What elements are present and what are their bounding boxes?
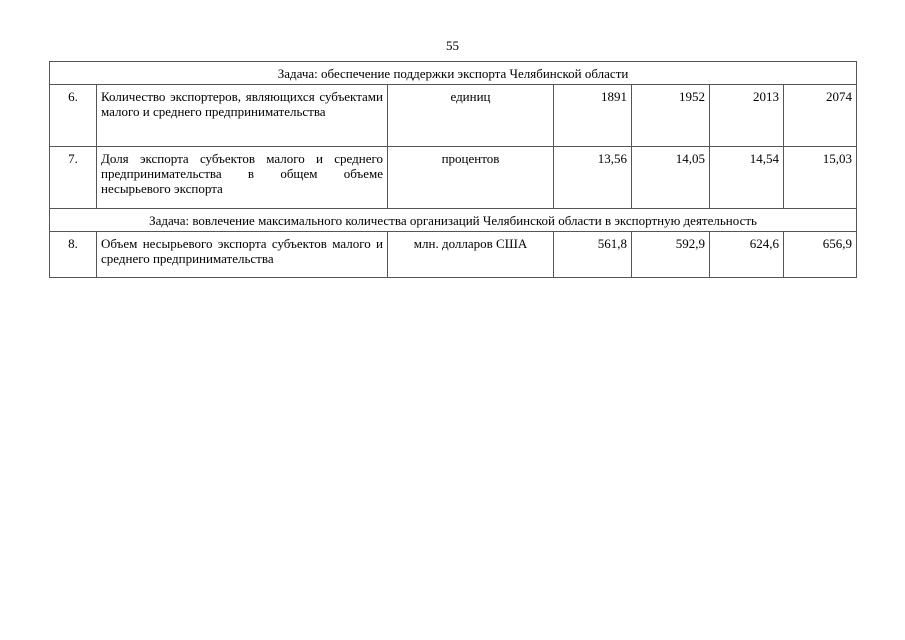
unit-cell: единиц xyxy=(388,85,554,147)
value-cell: 14,05 xyxy=(632,147,710,209)
indicators-table xyxy=(49,61,857,278)
value-cell: 1952 xyxy=(632,85,710,147)
row-number: 7. xyxy=(50,147,97,209)
value-cell: 13,56 xyxy=(554,147,632,209)
page-number: 55 xyxy=(446,38,459,53)
value-cell: 2074 xyxy=(784,85,857,147)
table-row xyxy=(50,85,857,147)
value-cell: 624,6 xyxy=(710,232,784,278)
value-cell: 15,03 xyxy=(784,147,857,209)
task-title: Задача: обеспечение поддержки экспорта Челябинской области xyxy=(50,62,857,85)
indicator-name: Доля экспорта субъектов малого и среднего предпринимательства в общем объеме несырьевого экспорта xyxy=(97,147,388,209)
task-title: Задача: вовлечение максимального количества организаций Челябинской области в экспортную деятельность xyxy=(50,209,857,232)
task-row xyxy=(50,209,857,232)
unit-cell: процентов xyxy=(388,147,554,209)
value-cell: 14,54 xyxy=(710,147,784,209)
row-number: 8. xyxy=(50,232,97,278)
table-row xyxy=(50,147,857,209)
task-row xyxy=(50,62,857,85)
indicator-name: Объем несырьевого экспорта субъектов малого и среднего предпринимательства xyxy=(97,232,388,278)
row-number: 6. xyxy=(50,85,97,147)
value-cell: 2013 xyxy=(710,85,784,147)
indicator-name: Количество экспортеров, являющихся субъектами малого и среднего предпринимательства xyxy=(97,85,388,147)
value-cell: 1891 xyxy=(554,85,632,147)
unit-cell: млн. долларов США xyxy=(388,232,554,278)
value-cell: 561,8 xyxy=(554,232,632,278)
table-row xyxy=(50,232,857,278)
value-cell: 656,9 xyxy=(784,232,857,278)
value-cell: 592,9 xyxy=(632,232,710,278)
